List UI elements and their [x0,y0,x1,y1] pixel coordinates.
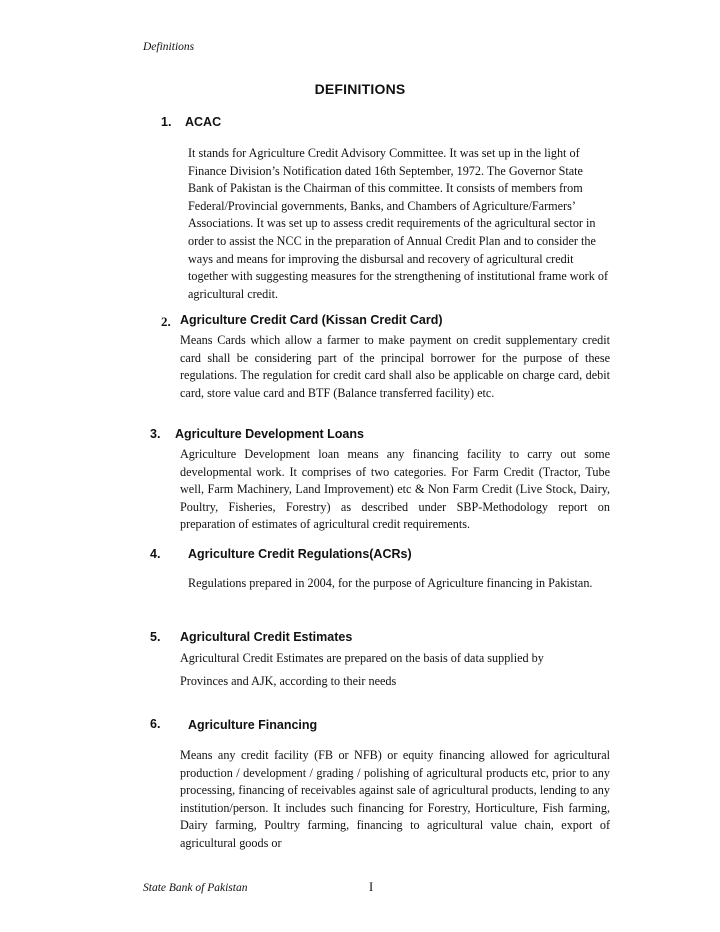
section-4-heading: Agriculture Credit Regulations(ACRs) [188,547,412,561]
section-2-text: Means Cards which allow a farmer to make payment on credit supplementary credit card shall be considering part of the principal borrower for the purpose of these regulations. The regulation for credit card shall also be applicable on charge card, debit card, store value card and BTF (Balance transferred facility) etc. [180,333,610,400]
section-3-number: 3. [150,427,161,441]
section-5-text-line-2: Provinces and AJK, according to their needs [180,674,397,688]
section-2-heading: Agriculture Credit Card (Kissan Credit Card) [180,313,443,327]
section-1-heading: ACAC [185,115,222,129]
section-1-number: 1. [161,115,172,129]
section-3-heading: Agriculture Development Loans [175,427,364,441]
section-5-number: 5. [150,630,161,644]
section-2-number: 2. [161,314,171,329]
footer-publisher: State Bank of Pakistan [143,882,248,894]
section-5-text-line-1: Agricultural Credit Estimates are prepared on the basis of data supplied by [180,651,544,665]
page-number: I [369,880,374,894]
page-title: DEFINITIONS [314,81,406,97]
section-3-text: Agriculture Development loan means any financing facility to carry out some developmental work. It comprises of two categories. For Farm Credit (Tractor, Tube well, Farm Machinery, Land Improvement) etc & Non Farm Credit (Live Stock, Dairy, Poultry, Fisheries, Forestry) as described under SBP-Methodology report on preparation of estimates of agricultural credit requirements. [180,447,610,532]
section-6-text: Means any credit facility (FB or NFB) or equity financing allowed for agricultural production / development / grading / polishing of agricultural products etc, prior to any processing, financing of receivables against sale of agricultural products, lending to any institution/person. It includes such financing for Forestry, Horticulture, Fish farming, Dairy farming, Poultry farming, financing to agricultural value chain, export of agricultural goods or [180,748,610,850]
section-6-number: 6. [150,717,161,731]
section-4-number: 4. [150,547,161,561]
running-header: Definitions [143,41,195,53]
section-1-text: It stands for Agriculture Credit Advisory Committee. It was set up in the light of Finance Division’s Notification dated 16th September, 1972. The Governor State Bank of Pakistan is the Chairman of this committee. It consists of members from Federal/Provincial governments, Banks, and Chambers of Agriculture/Farmers’ Associations. It was set up to assess credit requirements of the agricultural sector in order to assist the NCC in the preparation of Annual Credit Plan and to consider the ways and means for improving the disbursal and recovery of agricultural credit together with suggesting measures for the strengthening of institutional frame work of agricultural credit. [188,146,609,301]
section-6-heading: Agriculture Financing [188,718,318,732]
section-4-text: Regulations prepared in 2004, for the purpose of Agriculture financing in Pakistan. [188,576,593,590]
section-5-heading: Agricultural Credit Estimates [180,630,353,644]
